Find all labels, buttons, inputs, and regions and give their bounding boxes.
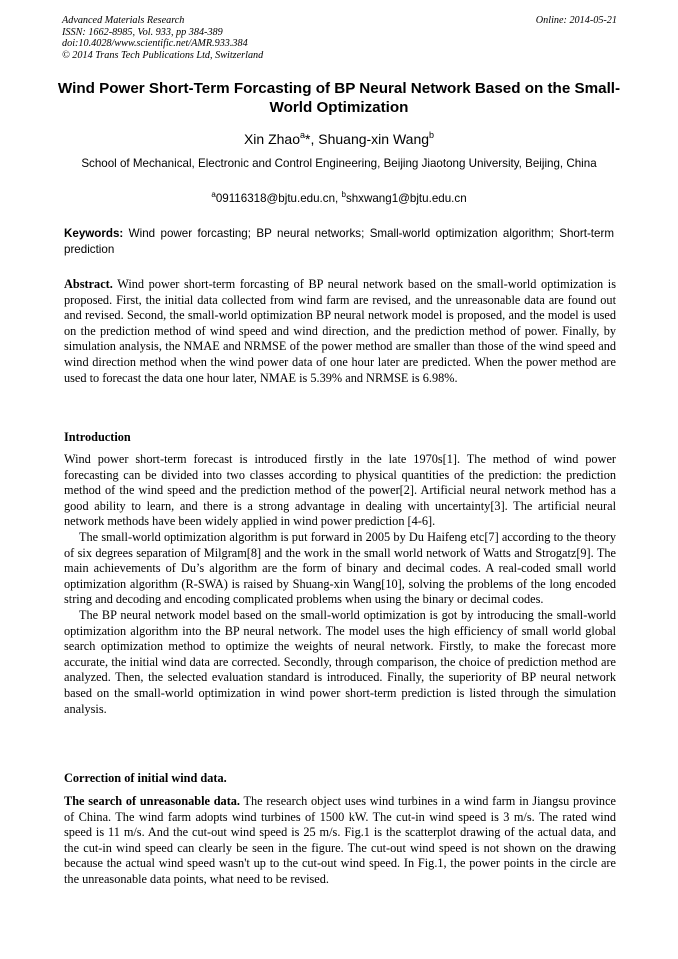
- correction-body: [64, 794, 616, 888]
- journal-header: [62, 15, 617, 61]
- author-separator: ,: [310, 131, 319, 147]
- email-separator: ,: [335, 192, 342, 205]
- email-b-mark: b: [341, 190, 346, 199]
- correction-text: The research object uses wind turbines in a wind farm in Jiangsu province of China. The wind farm adopts wind turbines of 1500 kW. The cut-in wind speed is 3 m/s. The rated wind speed is 11 m/s. And the cut-out wind speed is 25 m/s. Fig.1 is the scatterplot drawing of the actual data, and the cut-in wind speed can clearly be seen in the figure. The cut-out wind speed is not shown on the drawing because the actual wind speed wasn't up to the cut-out wind speed. In Fig.1, the power points in the circle are the unreasonable data points, what need to be revised.: [64, 794, 616, 886]
- correction-runin-heading: The search of unreasonable data.: [64, 794, 241, 808]
- affiliation: School of Mechanical, Electronic and Control Engineering, Beijing Jiaotong University, Beijing, China: [81, 157, 597, 170]
- introduction-body: [64, 452, 616, 717]
- keywords-label: Keywords:: [64, 227, 124, 240]
- email-line: [0, 192, 678, 206]
- keywords: [64, 226, 614, 257]
- abstract-text: Wind power short-term forcasting of BP neural network based on the small-world optimization is proposed. First, the initial data collected from wind farm are revised, and the unreasonable data are found out and revised. Second, the small-world optimization BP neural network model is proposed, and the model is used on the prediction method of wind speed and wind direction, and the prediction method of power. Finally, by simulation analysis, the NMAE and NRMSE of the power method are smaller than those of the wind speed and wind direction method when the wind power data of one hour later are predicted. When the power method are used to forecast the data one hour later, NMAE is 5.39% and NRMSE is 6.98%.: [64, 277, 616, 385]
- author-1-affil-mark: a: [300, 130, 306, 140]
- journal-name: Advanced Materials Research: [62, 15, 185, 26]
- doi-line: doi:10.4028/www.scientific.net/AMR.933.384: [62, 38, 248, 50]
- intro-paragraph-2: The small-world optimization algorithm is put forward in 2005 by Du Haifeng etc[7] according to the theory of six degrees separation of Milgram[8] and the work in the small world network of Watts and Strogatz[9]. The main achievements of Du’s algorithm are the form of binary and decimal codes. A real-coded small world optimization algorithm (R-SWA) is raised by Shuang-xin Wang[10], solving the problems of the long encoded string and decoding and encoding complicated problems when using the binary or decimal codes.: [64, 529, 616, 607]
- abstract: [64, 277, 616, 386]
- email-b: shxwang1@bjtu.edu.cn: [345, 192, 467, 205]
- author-2: Shuang-xin Wang: [318, 131, 430, 147]
- email-a: 09116318@bjtu.edu.cn: [215, 192, 336, 205]
- copyright-line: © 2014 Trans Tech Publications Ltd, Switzerland: [62, 49, 264, 61]
- corresponding-mark: *: [305, 131, 311, 147]
- correction-heading: Correction of initial wind data.: [64, 771, 227, 785]
- correction-paragraph: [64, 794, 616, 888]
- paper-title: Wind Power Short-Term Forcasting of BP Neural Network Based on the Small-World Optimization: [57, 80, 621, 116]
- author-2-affil-mark: b: [429, 130, 435, 140]
- keywords-text: Wind power forcasting; BP neural networks; Small-world optimization algorithm; Short-term prediction: [64, 227, 614, 256]
- intro-paragraph-3: The BP neural network model based on the small-world optimization is got by introducing the small-world optimization algorithm into the BP neural network. The model uses the high efficiency of small world global search optimization method to optimize the weights of neural network. Firstly, to make the forecast more accurate, the initial wind data are corrected. Secondly, through comparison, the choice of prediction method are analyzed. Then, the selected evaluation standard is introduced. Finally, the superiority of BP neural network based on the small-world optimization in wind power short-term prediction is listed through the simulation analysis.: [64, 607, 616, 716]
- author-1: Xin Zhao: [243, 131, 300, 147]
- introduction-heading: Introduction: [64, 430, 131, 444]
- online-date: Online: 2014-05-21: [535, 15, 617, 26]
- author-line: [0, 130, 678, 148]
- issn-line: ISSN: 1662-8985, Vol. 933, pp 384-389: [62, 26, 223, 38]
- abstract-label: Abstract.: [64, 277, 113, 291]
- email-a-mark: a: [211, 190, 216, 199]
- intro-paragraph-1: Wind power short-term forecast is introduced firstly in the late 1970s[1]. The method of wind power forecasting can be divided into two classes according to physical quantities of the prediction: the prediction method of the wind speed and the prediction method of the power[2]. Artificial neural network method has a good ability to learn, and there is a strong advantage in dealing with uncertainty[3]. The artificial neural network methods have been widely applied in wind power prediction [4-6].: [64, 452, 616, 529]
- abstract-paragraph: [64, 277, 616, 386]
